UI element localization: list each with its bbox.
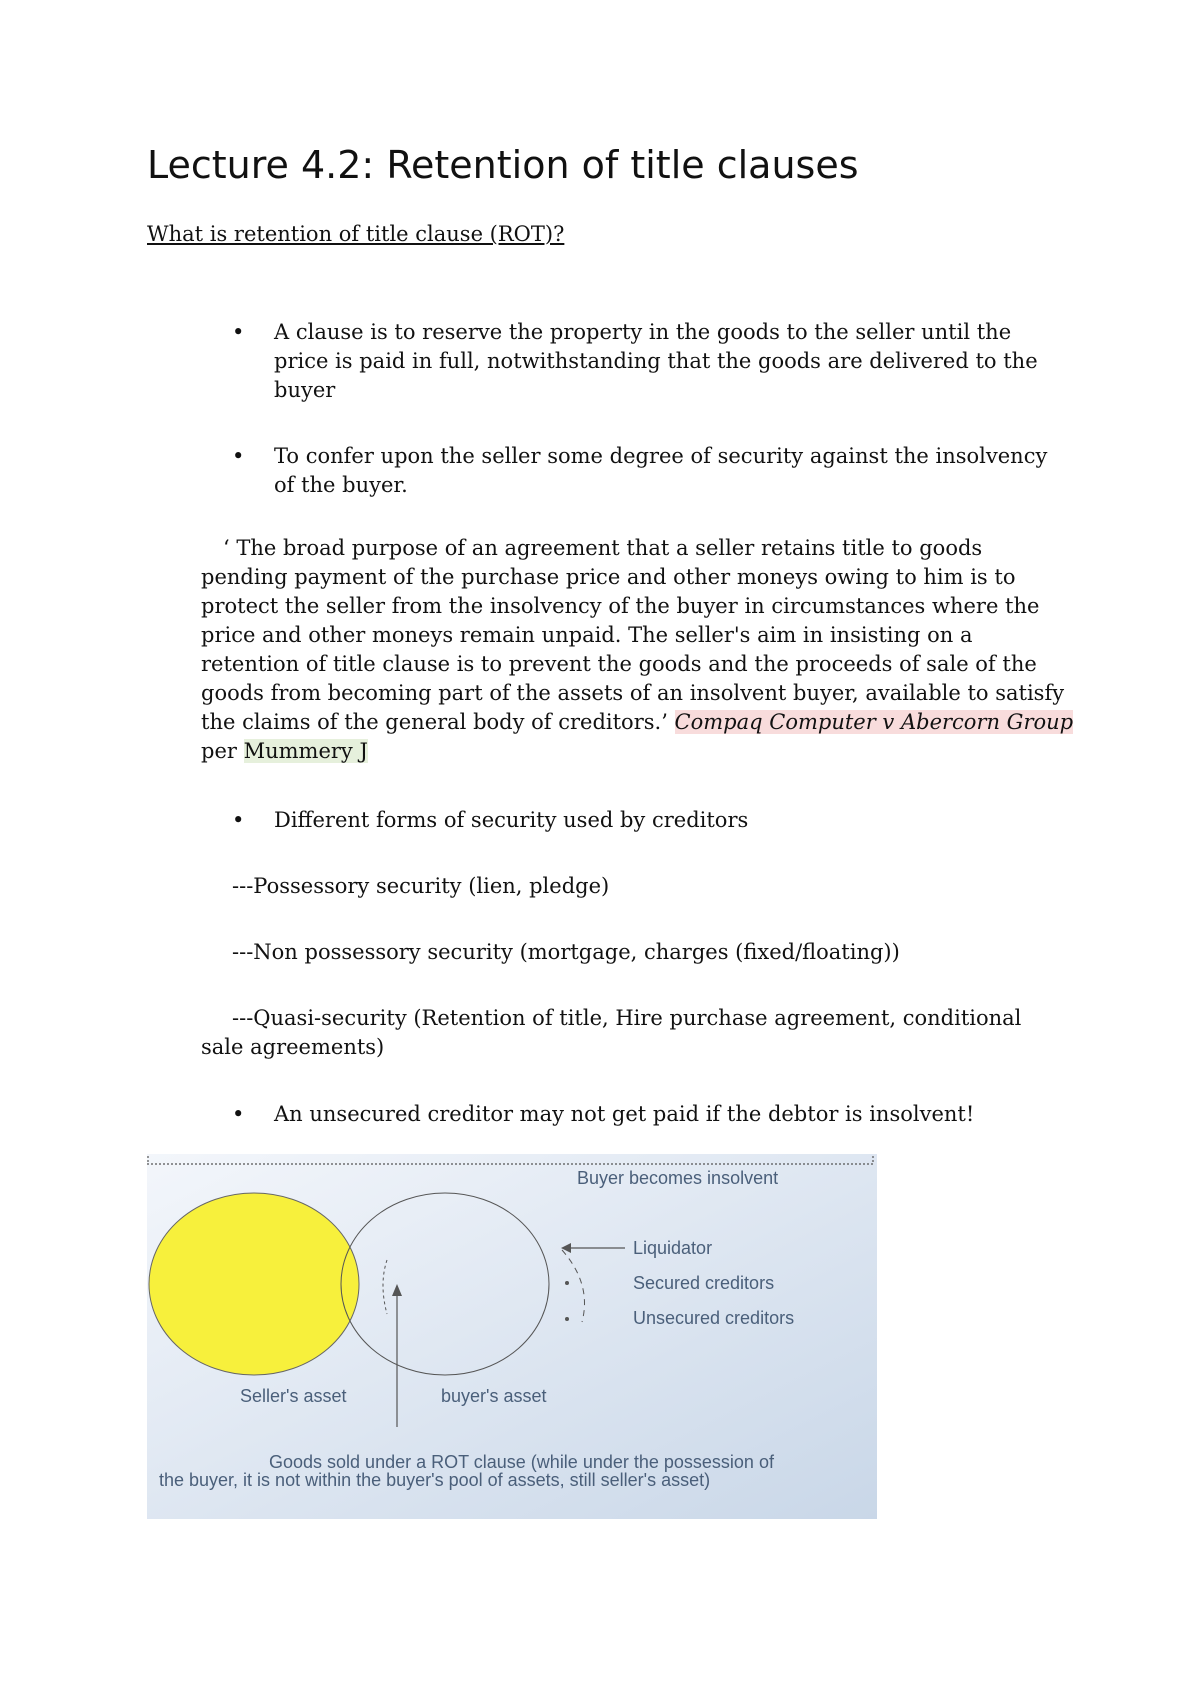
text-line: A clause is to reserve the property in the goods to the seller until the xyxy=(274,320,1012,344)
bullet-icon: • xyxy=(232,808,245,832)
text-line: the claims of the general body of creditors.’ Compaq Computer v Abercorn Group xyxy=(201,710,1074,734)
secured-creditors-label: Secured creditors xyxy=(633,1273,775,1293)
text-line: goods from becoming part of the assets of an insolvent buyer, available to satisfy xyxy=(201,681,1065,705)
text-line: price is paid in full, notwithstanding that the goods are delivered to the xyxy=(274,349,1038,373)
judicial-quote xyxy=(201,534,1081,766)
seller-asset-circle xyxy=(149,1193,359,1375)
bullet-text xyxy=(274,442,1094,500)
bullet-text: An unsecured creditor may not get paid if the debtor is insolvent! xyxy=(274,1102,975,1126)
security-form-item: ---Non possessory security (mortgage, charges (fixed/floating)) xyxy=(232,940,900,964)
text-line: of the buyer. xyxy=(274,473,408,497)
caption-line-2: the buyer, it is not within the buyer's pool of assets, still seller's asset) xyxy=(159,1470,711,1490)
text-line: buyer xyxy=(274,378,336,402)
security-form-continuation: sale agreements) xyxy=(201,1035,385,1059)
text-line: To confer upon the seller some degree of security against the insolvency xyxy=(274,444,1048,468)
bullet-text xyxy=(274,318,1094,405)
secured-dot xyxy=(565,1281,569,1285)
bullet-text: Different forms of security used by creditors xyxy=(274,808,749,832)
text-line: protect the seller from the insolvency of the buyer in circumstances where the xyxy=(201,594,1040,618)
liquidator-label: Liquidator xyxy=(633,1238,713,1258)
security-form-item: ---Possessory security (lien, pledge) xyxy=(232,874,610,898)
bullet-icon: • xyxy=(232,444,245,468)
text-line: price and other moneys remain unpaid. The seller's aim in insisting on a xyxy=(201,623,973,647)
unsecured-dot xyxy=(565,1317,569,1321)
page-title: Lecture 4.2: Retention of title clauses xyxy=(147,143,859,187)
section-subheading: What is retention of title clause (ROT)? xyxy=(147,222,565,246)
seller-asset-label: Seller's asset xyxy=(240,1386,347,1406)
text-line: per Mummery J xyxy=(201,739,368,763)
bullet-icon: • xyxy=(232,320,245,344)
rot-diagram xyxy=(147,1152,877,1519)
text-line: retention of title clause is to prevent the goods and the proceeds of sale of the xyxy=(201,652,1037,676)
security-form-item: ---Quasi-security (Retention of title, Hire purchase agreement, conditional xyxy=(232,1006,1022,1030)
judge-name: Mummery J xyxy=(243,739,368,763)
caption-line-1: Goods sold under a ROT clause (while under the possession of xyxy=(269,1452,774,1472)
buyer-asset-label: buyer's asset xyxy=(441,1386,547,1406)
text-line: ‘ The broad purpose of an agreement that a seller retains title to goods xyxy=(223,536,983,560)
unsecured-creditors-label: Unsecured creditors xyxy=(633,1308,795,1328)
diagram-header: Buyer becomes insolvent xyxy=(577,1168,779,1188)
case-citation: Compaq Computer v Abercorn Group xyxy=(674,710,1074,734)
text-line: pending payment of the purchase price and other moneys owing to him is to xyxy=(201,565,1016,589)
bullet-icon: • xyxy=(232,1102,245,1126)
